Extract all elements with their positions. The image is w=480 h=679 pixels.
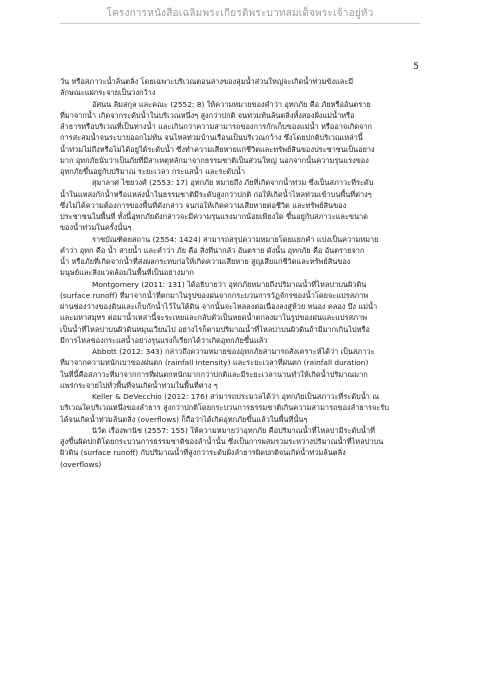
- paragraph-2-line-6: มาก อุทกภัยนับว่าเป็นภัยที่มีสาเหตุหลักมาจากธรรมชาติเป็นส่วนใหญ่ นอกจากนั้นความรุนแรงของ: [60, 155, 369, 165]
- paragraph-5-line-5: เป็นน้ำที่ไหลบ่าบนผิวดินหมุนเวียนไป อย่างไรก็ตามปริมาณน้ำที่ไหลบ่าบนผิวดินถ้ามีมากเกินไปหรือ: [60, 324, 370, 334]
- paragraph-2-line-1: อัศนน ลิมสกุล และคณะ (2552: 8) ให้ความหมายของคำว่า อุทกภัย คือ ภัยหรืออันตราย: [92, 99, 371, 109]
- paragraph-6-line-4: แพร่กระจายไปทั่วพื้นที่จนเกิดน้ำท่วมในพื้นที่ต่าง ๆ: [60, 380, 218, 390]
- paragraph-1-line-2: ลักษณะแผ่กระจายเป็นวงกว้าง: [60, 88, 156, 98]
- paragraph-2-line-3: ลำธารหรือบริเวณที่เป็นทางน้ำ และเกินกว่าความสามารถของการกักเก็บของแม่น้ำ หรืออาจเกิดจาก: [60, 122, 373, 131]
- paragraph-4-line-4: มนุษย์และสิ่งแวดล้อมในพื้นที่เป็นอย่างมาก: [60, 268, 194, 278]
- paragraph-6-line-3: ในที่นี้คือสภาวะที่มาจากการที่ฝนตกหนักมากกว่าปกติและมีระยะเวลานานทำให้เกิดน้ำปริมาณมาก: [60, 369, 368, 379]
- page-number: 5: [413, 62, 419, 72]
- paragraph-5-line-3: ผ่านช่องว่างของดินและเก็บกักน้ำไว้ในใต้ดิน จากนั้นจะไหลลงต่อเนื่องลงสู่ห้วย หนอง คลอง บึง แม่น้ำ: [60, 302, 378, 311]
- paragraph-5-line-4: และมหาสมุทร ต่อมาน้ำเหล่านี้จะระเหยและกลับตัวเป็นหยดน้ำตกลงมาในรูปของฝนและแปรสภาพ: [60, 313, 367, 323]
- paragraph-2-line-4: การสะสมน้ำจนระบายออกไม่ทัน จนไหลท่วมบ้านเรือนเป็นบริเวณกว้าง ซึ่งโดยปกติบริเวณเหล่านี้: [60, 133, 363, 143]
- paragraph-3-line-1: สุมาลาศ ไชยวงศ์ (2553: 17) อุทกภัย หมายถึง ภัยที่เกิดจากน้ำท่วม ซึ่งเป็นสภาวะที่ระดับ: [92, 178, 374, 188]
- paragraph-5-line-6: มีการไหลของกระแสน้ำอย่างรุนแรงก็เรียกได้ว่าเกิดอุทกภัยขึ้นแล้ว: [60, 335, 268, 345]
- paragraph-4-line-2: คำว่า อุทก คือ น้ำ สายน้ำ และคำว่า ภัย คือ สิ่งที่น่ากลัว อันตราย ดังนั้น อุทกภัย คือ อันตรายจาก: [60, 245, 365, 255]
- paragraph-8-line-3: ผิวดิน (surface runoff) กับปริมาณน้ำที่สูงกว่าระดับฝั่งลำธารผิดปกติจนเกิดน้ำท่วมล้นตลิ่ง: [60, 448, 346, 458]
- paragraph-3-line-3: ซึ่งไม่ได้ความต้องการของพื้นที่ดังกล่าว จนก่อให้เกิดความเสียหายต่อชีวิต และทรัพย์สินของ: [60, 200, 347, 210]
- paragraph-1-line-1: วัน หรือสภาวะน้ำล้นตลิ่ง โดยเฉพาะบริเวณตอนล่างของลุ่มน้ำส่วนใหญ่จะเกิดน้ำท่วมขังและมี: [60, 77, 354, 86]
- paragraph-7-line-1: Keller & DeVecchio (2012: 176) สามารถประมวลได้ว่า อุทกภัยเป็นสภาวะที่ระดับน้ำ ณ: [92, 392, 380, 401]
- paragraph-8-line-1: นิวัต เรืองพานิช (2557: 155) ให้ความหมายว่าอุทกภัย คือปริมาณน้ำที่ไหลบ่ามีระดับน้ำที่: [92, 425, 375, 435]
- paragraph-6-line-2: ที่มาจากความหนักเบาของฝนตก (rainfall intensity) และระยะเวลาที่ฝนตก (rainfall duration): [60, 358, 369, 368]
- body-text: [60, 76, 422, 470]
- paragraph-3-line-5: ของน้ำท่วมในครั้งนั้นๆ: [60, 223, 132, 233]
- paragraph-7-line-2: บริเวณใดบริเวณหนึ่งของลำธาร สูงกว่าปกติโดยกระบวนการธรรมชาติเกินความสามารถของลำธารจะรับ: [60, 403, 389, 413]
- paragraph-2-line-7: อุทกภัยขึ้นอยู่กับปริมาณ ระยะเวลา กระแสน้ำ และระดับน้ำ: [60, 167, 245, 176]
- paragraph-5-line-2: (surface runoff) ที่มาจากน้ำที่ตกมาในรูปของฝนจากกระบวนการวัฏจักรของน้ำโดยจะแปรสภาพ: [60, 290, 369, 300]
- paragraph-3-line-2: น้ำในแหล่งกักน้ำหรือแหล่งน้ำในธรรมชาติมีระดับสูงกว่าปกติ ก่อให้เกิดน้ำไหลท่วมเข้าบนพื้นที่ต่างๆ: [60, 189, 372, 199]
- paragraph-4-line-1: ราชบัณฑิตยสถาน (2554: 1424) สามารถสรุปความหมายโดยแยกคำ แบ่งเป็นความหมาย: [92, 234, 379, 244]
- paragraph-4-line-3: น้ำ หรือภัยที่เกิดจากน้ำที่ส่งผลกระทบก่อให้เกิดความเสียหาย สูญเสียแก่ชีวิตและทรัพย์สินของ: [60, 257, 351, 266]
- paragraph-7-line-3: ได้จนเกิดน้ำท่วมล้นตลิ่ง (overflows) ก็ถือว่าได้เกิดอุทกภัยขึ้นแล้วในพื้นที่นั้นๆ: [60, 414, 308, 424]
- paragraph-6-line-1: Abbott (2012: 343) กล่าวถึงความหมายของอุทกภัยสามารถสังเคราะห์ได้ว่า เป็นสภาวะ: [92, 347, 375, 356]
- running-header: โครงการหนังสือเฉลิมพระเกียรติพระบาทสมเด็จพระเจ้าอยู่หัว: [106, 8, 374, 19]
- paragraph-5-line-1: Montgomery (2011: 131) ได้อธิบายว่า อุทกภัยหมายถึงปริมาณน้ำที่ไหลบ่าบนผิวดิน: [92, 279, 367, 289]
- paragraph-2-line-5: น้ำท่วมไม่ถึงหรือไม่ได้อยู่ใต้ระดับน้ำ ซึ่งทำความเสียหายแก่ชีวิตและทรัพย์สินของประชาชนเป็นอย่าง: [60, 144, 375, 154]
- paragraph-3-line-4: ประชาชนในพื้นที่ ทั้งนี้อุทกภัยดังกล่าวจะมีความรุนแรงมากน้อยเพียงใด ขึ้นอยู่กับสภาวะและขนาด: [60, 212, 368, 221]
- paragraph-2-line-2: ที่มาจากน้ำ เกิดจากระดับน้ำในบริเวณหนึ่งๆ สูงกว่าปกติ จนท่วมท้นล้นตลิ่งทั้งสองฝั่งแม่น้ำหรือ: [60, 110, 355, 120]
- paragraph-8-line-2: สูงขึ้นผิดปกติโดยกระบวนการธรรมชาติของลำน้ำนั้น ซึ่งเป็นการผสมรวมระหว่างปริมาณน้ำที่ไหลบ่าบน: [60, 437, 384, 446]
- paragraph-8-line-4: (overflows): [60, 459, 102, 469]
- header-divider: [60, 23, 420, 24]
